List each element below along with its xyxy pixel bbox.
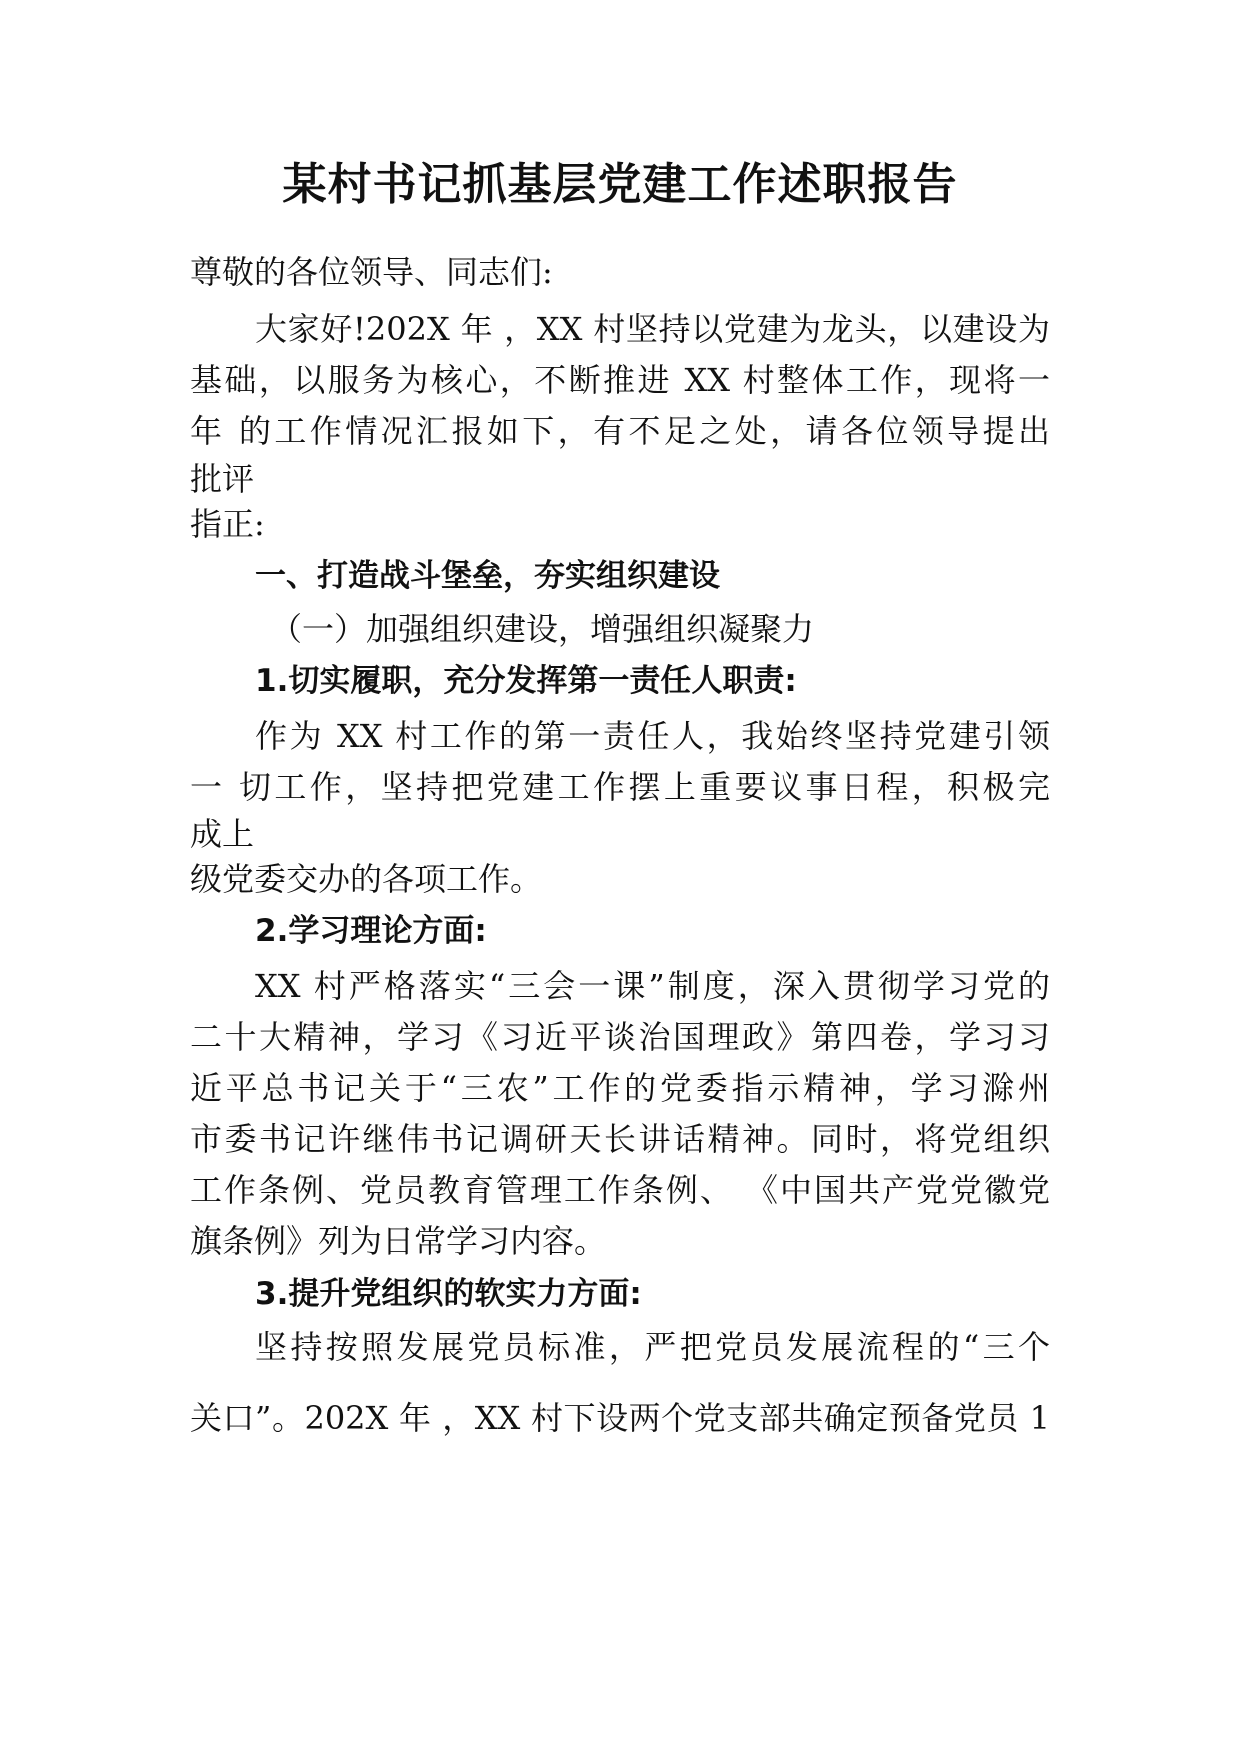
- paragraph-line: 坚持按照发展党员标准，严把党员发展流程的“三个: [255, 1328, 1050, 1366]
- paragraph-line: 近平总书记关于“三农”工作的党委指示精神，学习滁州: [190, 1069, 1050, 1107]
- paragraph-line: 大家好!202X 年 ，XX 村坚持以党建为龙头，以建设为: [255, 310, 1050, 348]
- paragraph-line: 批评: [190, 460, 255, 498]
- item-heading: 2.学习理论方面:: [255, 913, 487, 949]
- paragraph-line: 市委书记许继伟书记调研天长讲话精神。同时，将党组织: [190, 1120, 1050, 1158]
- salutation: 尊敬的各位领导、同志们:: [190, 253, 553, 291]
- paragraph-line: 关口”。202X 年 ，XX 村下设两个党支部共确定预备党员 1: [190, 1399, 1050, 1437]
- subsection-heading: （一）加强组织建设，增强组织凝聚力: [270, 610, 815, 648]
- paragraph-line: 旗条例》列为日常学习内容。: [190, 1222, 607, 1260]
- section-heading: 一、打造战斗堡垒，夯实组织建设: [255, 558, 720, 594]
- paragraph-line: XX 村严格落实“三会一课”制度，深入贯彻学习党的: [255, 967, 1050, 1005]
- paragraph-line: 基础，以服务为核心，不断推进 XX 村整体工作，现将一: [190, 361, 1050, 399]
- item-heading: 3.提升党组织的软实力方面:: [255, 1276, 642, 1312]
- item-heading: 1.切实履职，充分发挥第一责任人职责:: [255, 663, 797, 699]
- paragraph-line: 级党委交办的各项工作。: [190, 860, 543, 898]
- paragraph-line: 成上: [190, 815, 255, 853]
- paragraph-line: 工作条例、党员教育管理工作条例、 《中国共产党党徽党: [190, 1171, 1050, 1209]
- paragraph-line: 指正:: [190, 505, 265, 543]
- paragraph-line: 年 的工作情况汇报如下，有不足之处，请各位领导提出: [190, 412, 1050, 450]
- paragraph-line: 作为 XX 村工作的第一责任人，我始终坚持党建引领: [255, 717, 1050, 755]
- paragraph-line: 一 切工作，坚持把党建工作摆上重要议事日程，积极完: [190, 768, 1050, 806]
- paragraph-line: 二十大精神，学习《习近平谈治国理政》第四卷，学习习: [190, 1018, 1050, 1056]
- document-title: 某村书记抓基层党建工作述职报告: [282, 159, 958, 210]
